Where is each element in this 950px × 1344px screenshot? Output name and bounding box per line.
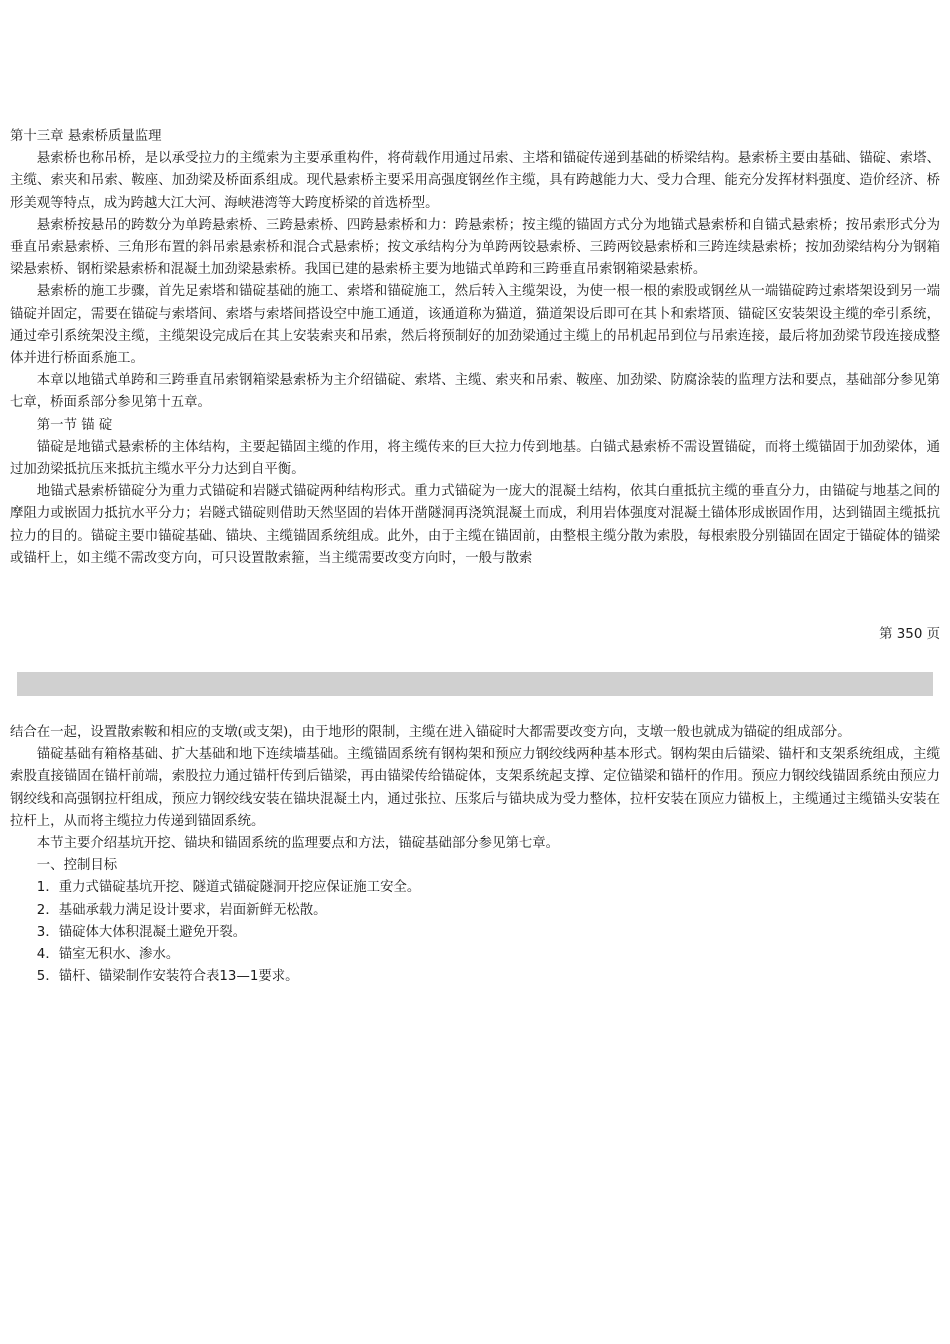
list-item-text: ．锚杆、锚梁制作安装符合表 bbox=[45, 969, 220, 985]
paragraph: 锚碇是地锚式悬索桥的主体结构，主要起锚固主缆的作用，将主缆传来的巨大拉力传到地基。白锚式悬索桥不需设置锚碇，而将土缆锚固于加劲梁体，通过加劲梁抵抗压来抵抗主缆水平分力达到自平衡。 bbox=[10, 439, 940, 478]
list-item bbox=[10, 944, 940, 966]
paragraph: 结合在一起，设置散索鞍和相应的支墩(或支架)，由于地形的限制，主缆在进入锚碇时大都需要改变方向，支墩一般也就成为锚碇的组成部分。 bbox=[10, 725, 851, 740]
paragraph: 悬索桥按悬吊的跨数分为单跨悬索桥、三跨悬索桥、四跨悬索桥和力：跨悬索桥；按主缆的锚固方式分为地锚式悬索桥和自锚式悬索桥；按吊索形式分为垂直吊索悬索桥、三角形布置的斜吊索悬索桥和混合式悬索桥；按文承结构分为单跨两铰悬索桥、三跨两铰悬索桥和三跨连续悬索桥；按加劲梁结构分为钢箱梁悬索桥、钢桁梁悬索桥和混凝土加劲梁悬索桥。我国已建的悬索桥主要为地锚式单跨和三跨垂直吊索钢箱梁悬索桥。 bbox=[10, 217, 940, 278]
list-item bbox=[10, 877, 940, 899]
chapter-title: 第十三章 悬索桥质量监理 bbox=[10, 129, 162, 144]
list-item-number: 1 bbox=[36, 880, 46, 896]
list-item bbox=[10, 966, 940, 988]
table-reference: 13—1 bbox=[219, 969, 259, 985]
page-number-prefix: 第 bbox=[879, 627, 893, 642]
page-number-suffix: 页 bbox=[926, 627, 940, 642]
page-top-text bbox=[10, 126, 940, 570]
section-title: 第一节 锚 碇 bbox=[36, 417, 113, 433]
list-item bbox=[10, 922, 940, 944]
page-bottom-text bbox=[10, 722, 940, 988]
page-number bbox=[879, 624, 940, 646]
paragraph: 悬索桥也称吊桥，是以承受拉力的主缆索为主要承重构件，将荷载作用通过吊索、主塔和锚碇传递到基础的桥梁结构。悬索桥主要由基础、锚碇、索塔、主缆、索夹和吊索、鞍座、加劲梁及桥面系组成。现代悬索桥主要采用高强度钢丝作主缆，具有跨越能力大、受力合理、能充分发挥材料强度、造价经济、桥形美观等特点，成为跨越大江大河、海峡港湾等大跨度桥梁的首选桥型。 bbox=[10, 151, 940, 211]
list-item-text: ．重力式锚碇基坑开挖、隧道式锚碇隧洞开挖应保证施工安全。 bbox=[45, 880, 421, 896]
page-number-value: 350 bbox=[896, 627, 923, 642]
list-item bbox=[10, 900, 940, 922]
page-separator bbox=[17, 672, 933, 696]
list-item-text: ．锚碇体大体积混凝土避免开裂。 bbox=[45, 924, 247, 940]
list-item-number: 2 bbox=[36, 902, 46, 918]
list-item-number: 4 bbox=[36, 947, 46, 963]
paragraph: 本章以地锚式单跨和三跨垂直吊索钢箱梁悬索桥为主介绍锚碇、索塔、主缆、索夹和吊索、鞍座、加劲梁、防腐涂装的监理方法和要点，基础部分参见第七章，桥面系部分参见第十五章。 bbox=[10, 373, 940, 411]
paragraph: 悬索桥的施工步骤，首先足索塔和锚碇基础的施工、索塔和锚碇施工，然后转入主缆架设，为使一根一根的索股或钢丝从一端锚碇跨过索塔架设到另一端锚碇并固定，需要在锚碇与索塔间、索塔与索塔间搭设空中施工通道，该通道称为猫道，猫道架设后即可在其卜和索塔顶、锚碇区安装架设主缆的牵引系统，通过牵引系统架没主缆，主缆架设完成后在其上安装索夹和吊索，然后将预制好的加劲梁通过主缆上的吊机起吊到位与吊索连接，最后将加劲梁节段连接成整体并进行桥面系施工。 bbox=[10, 284, 940, 367]
list-item-text: ．基础承载力满足设计要求，岩面新鲜无松散。 bbox=[45, 902, 327, 918]
paragraph: 本节主要介绍基坑开挖、锚块和锚固系统的监理要点和方法，锚碇基础部分参见第七章。 bbox=[36, 836, 560, 852]
list-heading: 一、控制目标 bbox=[36, 858, 118, 874]
list-item-number: 5 bbox=[36, 969, 46, 985]
paragraph: 地锚式悬索桥锚碇分为重力式锚碇和岩隧式锚碇两种结构形式。重力式锚碇为一庞大的混凝土结构，依其白重抵抗主缆的垂直分力，由锚碇与地基之间的摩阻力或嵌固力抵抗水平分力；岩隧式锚碇则借助天然坚固的岩体开凿隧洞再浇筑混凝土而成，利用岩体强度对混凝土锚体形成嵌固作用，达到锚固主缆抵抗拉力的目的。锚碇主要巾锚碇基础、锚块、主缆锚固系统组成。此外，由于主缆在锚固前，由整根主缆分散为索股，每根索股分别锚固在固定于锚碇体的锚梁或锚杆上，如主缆不需改变方向，可只设置散索箍，当主缆需要改变方向时，一般与散索 bbox=[10, 484, 940, 566]
paragraph: 锚碇基础有箱格基础、扩大基础和地下连续墙基础。主缆锚固系统有钢构架和预应力钢绞线两种基本形式。钢构架由后锚梁、锚杆和支架系统组成，主缆索股直接锚固在锚杆前端，索股拉力通过锚杆传到后锚梁，再由锚梁传给锚碇体，支架系统起支撑、定位锚梁和锚杆的作用。预应力钢绞线锚固系统由预应力钢绞线和高强钢拉杆组成，预应力钢绞线安装在锚块混凝土内，通过张拉、压浆后与锚块成为受力整体，拉杆安装在顶应力锚板上，主缆通过主缆锚头安装在拉杆上，从而将主缆拉力传递到锚固系统。 bbox=[10, 747, 940, 829]
list-item-number: 3 bbox=[36, 924, 46, 940]
list-item-text: ．锚室无积水、渗水。 bbox=[45, 947, 180, 963]
list-item-text-suffix: 要求。 bbox=[258, 969, 299, 985]
